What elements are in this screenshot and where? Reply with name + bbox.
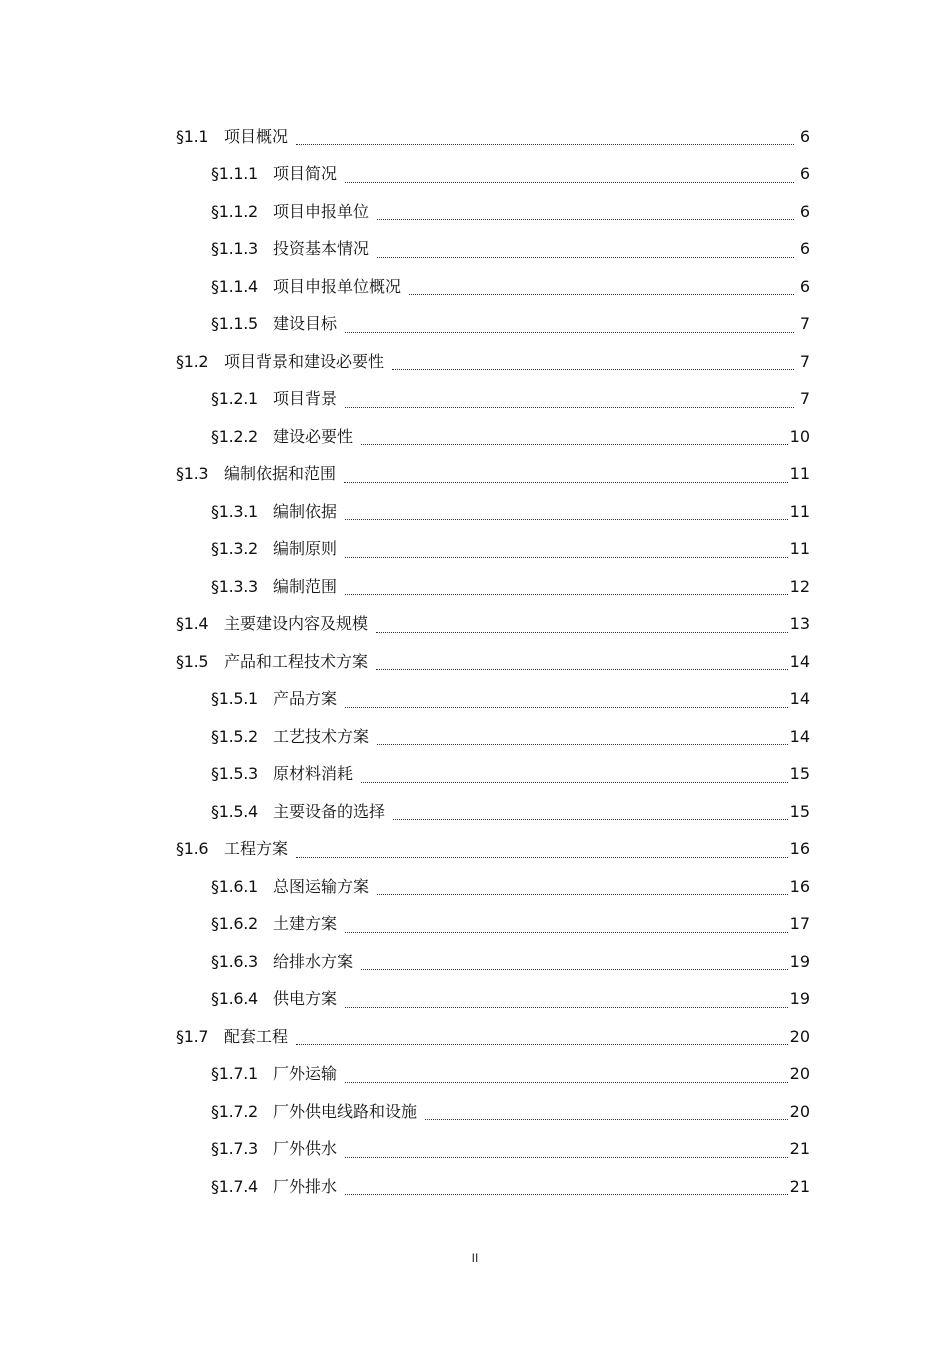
- toc-dot-leader: [377, 884, 788, 895]
- toc-entry-number: §1.6.3: [211, 951, 258, 971]
- toc-dot-leader: [345, 547, 788, 558]
- toc-entry-page: 14: [789, 689, 810, 709]
- toc-entry-title: 供电方案: [273, 989, 338, 1009]
- toc-entry-title: 项目概况: [224, 126, 289, 146]
- toc-entry[interactable]: [0, 456, 950, 494]
- toc-entry-page: 10: [789, 426, 810, 446]
- toc-dot-leader: [409, 284, 794, 295]
- toc-dot-leader: [345, 509, 788, 520]
- toc-entry-page: 6: [799, 276, 810, 296]
- toc-entry-page: 21: [789, 1139, 810, 1159]
- toc-entry[interactable]: [0, 306, 950, 344]
- toc-entry[interactable]: [0, 1056, 950, 1094]
- toc-entry-title: 给排水方案: [273, 951, 354, 971]
- toc-entry-title: 主要建设内容及规模: [224, 614, 369, 634]
- toc-entry[interactable]: [0, 418, 950, 456]
- toc-entry-title: 建设必要性: [273, 426, 354, 446]
- toc-entry-title: 主要设备的选择: [273, 801, 386, 821]
- toc-entry-page: 16: [789, 876, 810, 896]
- toc-entry-page: 6: [799, 201, 810, 221]
- toc-entry[interactable]: [0, 493, 950, 531]
- toc-entry[interactable]: [0, 118, 950, 156]
- toc-entry[interactable]: [0, 1168, 950, 1206]
- toc-entry-number: §1.7.3: [211, 1139, 258, 1159]
- toc-dot-leader: [345, 997, 788, 1008]
- toc-entry-number: §1.1.3: [211, 239, 258, 259]
- toc-dot-leader: [296, 1034, 788, 1045]
- toc-entry-page: 6: [799, 239, 810, 259]
- toc-entry-number: §1.5.3: [211, 764, 258, 784]
- toc-dot-leader: [345, 322, 794, 333]
- toc-entry-title: 项目申报单位: [273, 201, 370, 221]
- toc-entry-number: §1.6: [176, 839, 209, 859]
- toc-entry-title: 配套工程: [224, 1026, 289, 1046]
- toc-entry-number: §1.5.4: [211, 801, 258, 821]
- toc-entry[interactable]: [0, 568, 950, 606]
- toc-entry-number: §1.5: [176, 651, 209, 671]
- toc-entry-number: §1.5.1: [211, 689, 258, 709]
- table-of-contents: [0, 118, 950, 1206]
- toc-entry[interactable]: [0, 193, 950, 231]
- toc-entry-page: 20: [789, 1064, 810, 1084]
- toc-entry-number: §1.5.2: [211, 726, 258, 746]
- toc-dot-leader: [377, 209, 794, 220]
- toc-entry-title: 厂外供电线路和设施: [273, 1101, 418, 1121]
- toc-dot-leader: [345, 1072, 788, 1083]
- toc-entry-title: 产品方案: [273, 689, 338, 709]
- toc-entry-number: §1.7.2: [211, 1101, 258, 1121]
- toc-dot-leader: [345, 584, 788, 595]
- toc-dot-leader: [345, 1147, 788, 1158]
- toc-entry-page: 7: [799, 314, 810, 334]
- toc-entry-title: 编制范围: [273, 576, 338, 596]
- toc-entry-title: 编制原则: [273, 539, 338, 559]
- toc-entry-number: §1.1.5: [211, 314, 258, 334]
- toc-entry-number: §1.2.1: [211, 389, 258, 409]
- toc-entry[interactable]: [0, 906, 950, 944]
- toc-entry-page: 16: [789, 839, 810, 859]
- toc-entry[interactable]: [0, 268, 950, 306]
- toc-entry-number: §1.6.2: [211, 914, 258, 934]
- toc-dot-leader: [345, 697, 788, 708]
- toc-entry-number: §1.1.4: [211, 276, 258, 296]
- toc-dot-leader: [361, 434, 788, 445]
- toc-entry-page: 19: [789, 951, 810, 971]
- toc-entry-page: 13: [789, 614, 810, 634]
- toc-entry[interactable]: [0, 643, 950, 681]
- toc-entry[interactable]: [0, 681, 950, 719]
- toc-entry-title: 土建方案: [273, 914, 338, 934]
- toc-entry-page: 12: [789, 576, 810, 596]
- toc-entry-number: §1.7: [176, 1026, 209, 1046]
- toc-entry[interactable]: [0, 1018, 950, 1056]
- toc-entry-page: 21: [789, 1176, 810, 1196]
- toc-entry-page: 15: [789, 764, 810, 784]
- toc-entry-title: 项目背景和建设必要性: [224, 351, 385, 371]
- toc-dot-leader: [376, 659, 788, 670]
- toc-entry[interactable]: [0, 718, 950, 756]
- toc-entry-title: 厂外供水: [273, 1139, 338, 1159]
- toc-entry-number: §1.7.1: [211, 1064, 258, 1084]
- toc-entry-page: 11: [789, 539, 810, 559]
- toc-entry-title: 厂外运输: [273, 1064, 338, 1084]
- toc-dot-leader: [377, 734, 788, 745]
- toc-entry-page: 11: [789, 464, 810, 484]
- toc-entry[interactable]: [0, 531, 950, 569]
- toc-entry-page: 6: [799, 126, 810, 146]
- toc-entry[interactable]: [0, 943, 950, 981]
- toc-entry-number: §1.6.1: [211, 876, 258, 896]
- toc-entry-number: §1.2.2: [211, 426, 258, 446]
- toc-entry-number: §1.6.4: [211, 989, 258, 1009]
- toc-entry[interactable]: [0, 381, 950, 419]
- toc-entry-number: §1.7.4: [211, 1176, 258, 1196]
- toc-entry-number: §1.3.2: [211, 539, 258, 559]
- toc-entry-title: 项目背景: [273, 389, 338, 409]
- toc-entry[interactable]: [0, 343, 950, 381]
- toc-entry-title: 原材料消耗: [273, 764, 354, 784]
- toc-dot-leader: [296, 134, 794, 145]
- toc-entry-number: §1.3.1: [211, 501, 258, 521]
- toc-entry-number: §1.1.1: [211, 164, 258, 184]
- toc-dot-leader: [361, 772, 788, 783]
- toc-entry[interactable]: [0, 606, 950, 644]
- toc-entry[interactable]: [0, 1093, 950, 1131]
- toc-entry-title: 项目申报单位概况: [273, 276, 402, 296]
- toc-dot-leader: [392, 359, 794, 370]
- toc-entry-number: §1.1: [176, 126, 209, 146]
- toc-entry[interactable]: [0, 831, 950, 869]
- toc-dot-leader: [345, 397, 794, 408]
- toc-entry-page: 19: [789, 989, 810, 1009]
- toc-entry-title: 工艺技术方案: [273, 726, 370, 746]
- toc-dot-leader: [393, 809, 788, 820]
- toc-entry-title: 厂外排水: [273, 1176, 338, 1196]
- toc-dot-leader: [344, 472, 788, 483]
- toc-entry-number: §1.2: [176, 351, 209, 371]
- toc-entry-title: 编制依据和范围: [224, 464, 337, 484]
- toc-dot-leader: [345, 922, 788, 933]
- toc-entry[interactable]: [0, 756, 950, 794]
- toc-entry-title: 工程方案: [224, 839, 289, 859]
- toc-dot-leader: [376, 622, 788, 633]
- toc-entry-title: 编制依据: [273, 501, 338, 521]
- page-number: II: [471, 1251, 479, 1265]
- toc-entry[interactable]: [0, 231, 950, 269]
- toc-entry-number: §1.4: [176, 614, 209, 634]
- toc-entry-page: 7: [799, 389, 810, 409]
- toc-entry[interactable]: [0, 793, 950, 831]
- toc-entry-title: 项目简况: [273, 164, 338, 184]
- toc-entry[interactable]: [0, 156, 950, 194]
- toc-dot-leader: [345, 1184, 788, 1195]
- toc-dot-leader: [425, 1109, 788, 1120]
- toc-entry-number: §1.3.3: [211, 576, 258, 596]
- toc-entry[interactable]: [0, 868, 950, 906]
- toc-entry-title: 总图运输方案: [273, 876, 370, 896]
- toc-entry-title: 产品和工程技术方案: [224, 651, 369, 671]
- toc-entry-page: 14: [789, 726, 810, 746]
- toc-entry-page: 11: [789, 501, 810, 521]
- toc-entry[interactable]: [0, 981, 950, 1019]
- toc-entry-page: 17: [789, 914, 810, 934]
- toc-entry-title: 建设目标: [273, 314, 338, 334]
- toc-dot-leader: [345, 172, 794, 183]
- toc-entry-title: 投资基本情况: [273, 239, 370, 259]
- toc-entry[interactable]: [0, 1131, 950, 1169]
- toc-entry-page: 20: [789, 1101, 810, 1121]
- toc-entry-page: 14: [789, 651, 810, 671]
- toc-entry-page: 7: [799, 351, 810, 371]
- toc-entry-page: 15: [789, 801, 810, 821]
- toc-dot-leader: [361, 959, 788, 970]
- toc-dot-leader: [377, 247, 794, 258]
- toc-dot-leader: [296, 847, 788, 858]
- toc-entry-number: §1.3: [176, 464, 209, 484]
- toc-entry-number: §1.1.2: [211, 201, 258, 221]
- toc-entry-page: 20: [789, 1026, 810, 1046]
- toc-entry-page: 6: [799, 164, 810, 184]
